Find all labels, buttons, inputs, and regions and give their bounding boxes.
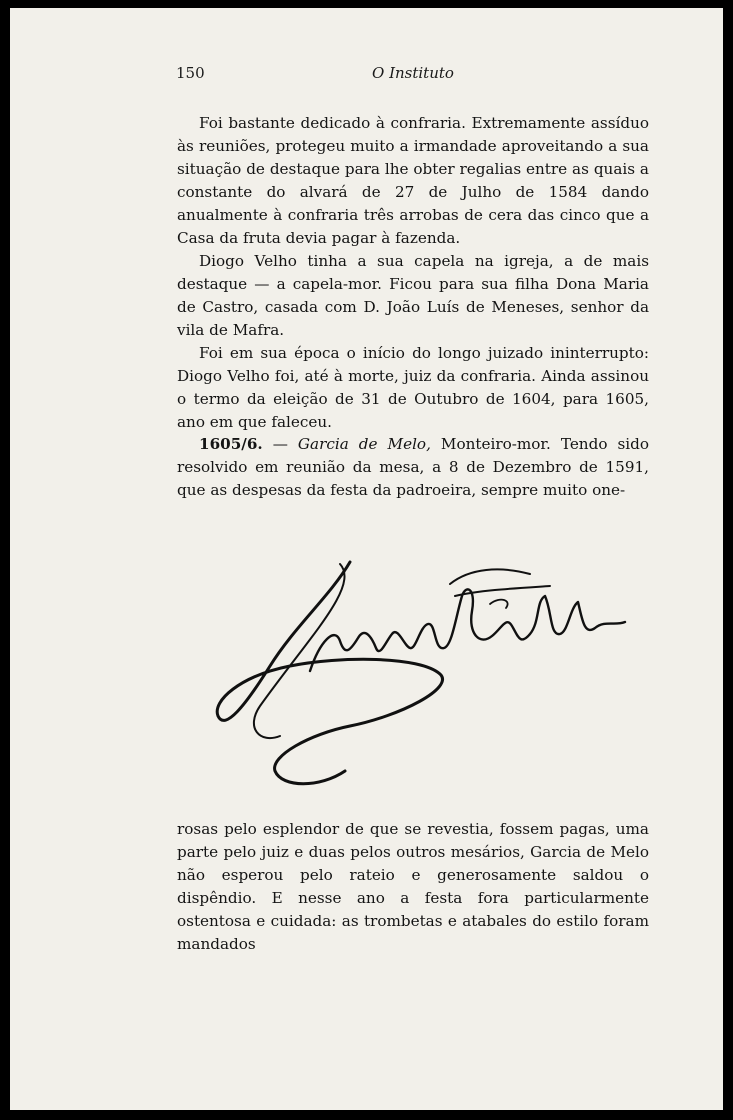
document-page (10, 8, 723, 1110)
entry-continuation: rosas pelo esplendor de que se revestia, fossem pagas, uma parte pelo juiz e duas pelos outros mesários, Garcia de Melo não esperou pelo rateio e generosamente saldou o dispêndio. E nesse ano a festa fora particularmente ostentosa e cuidada: as trombetas e atabales do estilo foram mandados (177, 820, 649, 953)
entry-dash: — (262, 435, 298, 453)
entry-paragraph (177, 433, 649, 502)
signature-drawing (200, 556, 640, 796)
paragraph-3: Foi em sua época o início do longo juizado ininterrupto: Diogo Velho foi, até à morte, juiz da confraria. Ainda assinou o termo da eleição de 31 de Outubro de 1604, para 1605, ano em que faleceu. (177, 344, 649, 431)
body-text-top (177, 112, 649, 434)
paragraph-1: Foi bastante dedicado à confraria. Extremamente assíduo às reuniões, protegeu muito a irmandade aproveitando a sua situação de destaque para lhe obter regalias entre as quais a constante do alvará de 27 de Julho de 1584 dando anualmente à confraria três arrobas de cera das cinco que a Casa da fruta devia pagar à fazenda. (177, 114, 649, 247)
paragraph-2: Diogo Velho tinha a sua capela na igreja, a de mais destaque — a capela-mor. Ficou para sua filha Dona Maria de Castro, casada com D. João Luís de Meneses, senhor da vila de Mafra. (177, 252, 649, 339)
entry-number: 1605/6. (199, 435, 263, 453)
page-number: 150 (176, 64, 205, 82)
page-header (10, 64, 723, 88)
signature-image (200, 556, 640, 796)
entry-name: Garcia de Melo, (297, 435, 431, 453)
entry-garcia-de-melo (177, 433, 649, 502)
entry-text-before-signature: Monteiro-mor. Tendo sido resolvido em reunião da mesa, a 8 de Dezembro de 1591, que as despesas da festa da padroeira, sempre muito one- (177, 435, 649, 499)
body-text-bottom (177, 818, 649, 956)
running-title: O Instituto (372, 64, 454, 82)
